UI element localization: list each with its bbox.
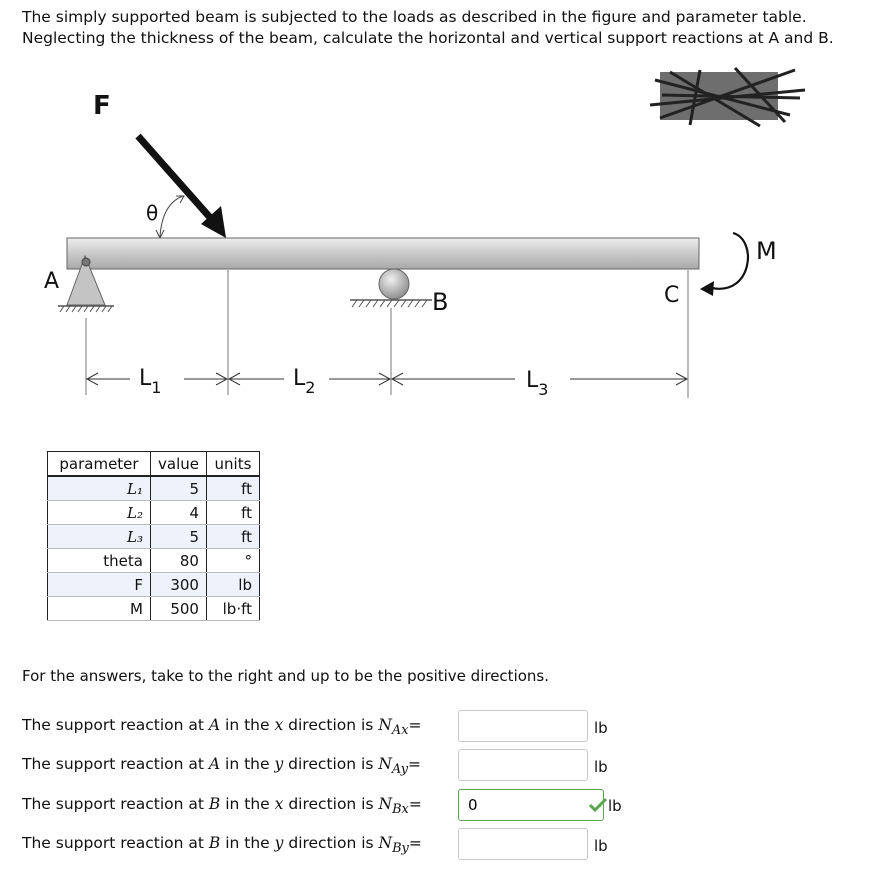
answer-input-nby[interactable] [458,828,588,860]
force-label: F [93,91,111,121]
table-row [48,501,260,525]
moment-arc [712,233,748,289]
unit-label: lb [594,719,608,737]
beam [67,238,699,269]
angle-label: θ [146,201,159,225]
question-text: The support reaction at B in the x direction is $N_{Bx}=$ [22,794,422,818]
unit-cell: lb [206,573,259,597]
unit-label: lb [608,797,622,815]
beam-figure [0,60,893,440]
dim-l1-label: $L_1$ [139,366,162,397]
answer-input-nbx[interactable] [458,789,604,821]
moment-label: M [756,237,777,265]
intro-line-2: Neglecting the thickness of the beam, calculate the horizontal and vertical support reactions at A and B. [22,29,834,47]
correct-check-icon [588,797,608,813]
unit-cell: ft [206,476,259,501]
value-cell: 80 [151,549,207,573]
param-cell: F [48,573,151,597]
value-cell: 300 [151,573,207,597]
problem-statement [22,7,882,49]
unit-cell: ft [206,525,259,549]
value-cell: 5 [151,476,207,501]
moment-arrowhead [700,281,714,296]
question-text: The support reaction at A in the x direction is $N_{Ax}=$ [22,715,422,739]
parameter-table [47,451,260,621]
value-cell: 500 [151,597,207,621]
question-row-bx [22,788,422,824]
unit-label: lb [594,837,608,855]
sign-convention-note: For the answers, take to the right and up to be the positive directions. [22,667,549,685]
answer-input-nay[interactable] [458,749,588,781]
param-cell: L₂ [48,501,151,525]
roller-support-b [350,269,432,307]
support-a-label: A [44,269,60,294]
param-cell: L₁ [48,476,151,501]
answer-input-nax[interactable] [458,710,588,742]
table-row [48,525,260,549]
table-row [48,476,260,501]
table-row [48,549,260,573]
param-cell: theta [48,549,151,573]
point-c-label: C [664,283,680,308]
header-parameter: parameter [48,452,151,477]
support-b-label: B [432,288,449,316]
unit-label: lb [594,758,608,776]
value-cell: 4 [151,501,207,525]
param-cell: L₃ [48,525,151,549]
question-text: The support reaction at A in the y direction is $N_{Ay}=$ [22,754,421,778]
value-cell: 5 [151,525,207,549]
scribble-logo [650,68,805,126]
header-value: value [151,452,207,477]
dim-l2-label: $L_2$ [293,366,316,397]
question-row-ay [22,748,421,784]
intro-line-1: The simply supported beam is subjected to the loads as described in the figure and parameter table. [22,8,807,26]
dim-l3-label: $L_3$ [526,368,549,399]
question-row-ax [22,709,421,745]
header-units: units [206,452,259,477]
param-cell: M [48,597,151,621]
table-row [48,573,260,597]
question-text: The support reaction at B in the y direction is $N_{By}=$ [22,833,422,857]
table-row [48,597,260,621]
question-row-by [22,827,422,863]
unit-cell: lb·ft [206,597,259,621]
unit-cell: ft [206,501,259,525]
unit-cell: ° [206,549,259,573]
